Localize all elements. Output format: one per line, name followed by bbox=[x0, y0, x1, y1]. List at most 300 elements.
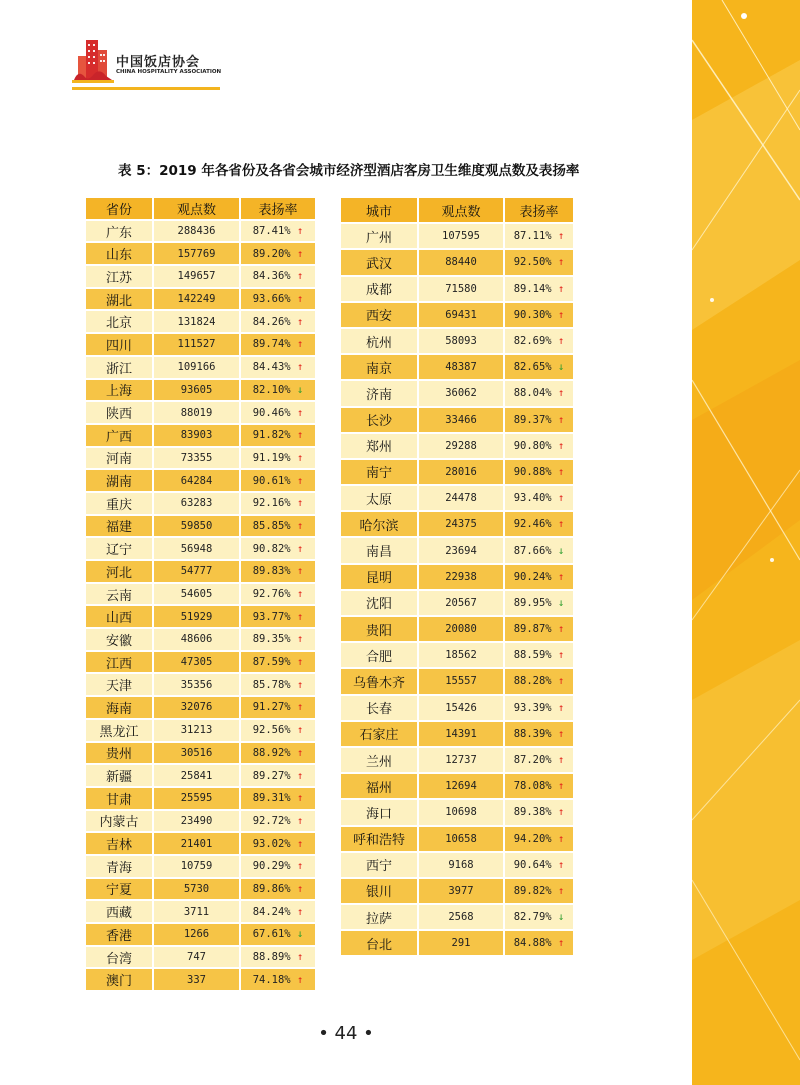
region-name: 重庆 bbox=[86, 493, 152, 514]
trend-up-icon: ↑ bbox=[296, 724, 304, 737]
praise-rate-cell bbox=[505, 486, 573, 510]
praise-rate-cell bbox=[241, 266, 315, 287]
region-name: 青海 bbox=[86, 856, 152, 877]
table-row bbox=[86, 901, 315, 922]
praise-rate: 67.61% bbox=[252, 928, 291, 941]
praise-rate-cell bbox=[505, 617, 573, 641]
region-name: 广州 bbox=[341, 224, 417, 248]
trend-up-icon: ↑ bbox=[296, 678, 304, 691]
region-name: 河北 bbox=[86, 561, 152, 582]
praise-rate-cell bbox=[241, 470, 315, 491]
region-name: 浙江 bbox=[86, 357, 152, 378]
table-row bbox=[86, 516, 315, 537]
praise-rate-cell bbox=[241, 629, 315, 650]
praise-rate: 87.41% bbox=[252, 225, 291, 238]
opinion-count: 22938 bbox=[419, 565, 503, 589]
praise-rate-cell bbox=[505, 774, 573, 798]
praise-rate: 91.82% bbox=[252, 429, 291, 442]
trend-up-icon: ↑ bbox=[557, 623, 565, 636]
praise-rate: 92.46% bbox=[513, 518, 552, 531]
region-name: 四川 bbox=[86, 334, 152, 355]
praise-rate-cell bbox=[241, 969, 315, 990]
opinion-count: 107595 bbox=[419, 224, 503, 248]
table-row bbox=[341, 591, 573, 615]
table-row bbox=[341, 722, 573, 746]
opinion-count: 12694 bbox=[419, 774, 503, 798]
table-row bbox=[86, 720, 315, 741]
region-name: 银川 bbox=[341, 879, 417, 903]
region-name: 山西 bbox=[86, 606, 152, 627]
region-name: 甘肃 bbox=[86, 788, 152, 809]
praise-rate-cell bbox=[505, 329, 573, 353]
table-row bbox=[86, 947, 315, 968]
table-row bbox=[341, 565, 573, 589]
praise-rate: 89.82% bbox=[513, 884, 552, 897]
praise-rate: 89.38% bbox=[513, 806, 552, 819]
trend-up-icon: ↑ bbox=[296, 497, 304, 510]
trend-up-icon: ↑ bbox=[557, 806, 565, 819]
praise-rate: 93.77% bbox=[252, 610, 291, 623]
region-name: 天津 bbox=[86, 674, 152, 695]
praise-rate: 82.65% bbox=[513, 361, 552, 374]
praise-rate: 91.19% bbox=[252, 451, 291, 464]
opinion-count: 24478 bbox=[419, 486, 503, 510]
table-row bbox=[86, 425, 315, 446]
praise-rate-cell bbox=[505, 591, 573, 615]
praise-rate-cell bbox=[505, 879, 573, 903]
region-name: 香港 bbox=[86, 924, 152, 945]
opinion-count: 149657 bbox=[154, 266, 239, 287]
trend-up-icon: ↑ bbox=[296, 361, 304, 374]
praise-rate: 89.35% bbox=[252, 633, 291, 646]
decorative-side-band bbox=[692, 0, 800, 1085]
praise-rate: 93.40% bbox=[513, 492, 552, 505]
page-number: • 44 • bbox=[318, 1023, 374, 1044]
region-name: 广西 bbox=[86, 425, 152, 446]
header-divider bbox=[72, 87, 220, 90]
opinion-count: 23490 bbox=[154, 811, 239, 832]
header-city: 城市 bbox=[341, 198, 417, 222]
praise-rate-cell bbox=[505, 722, 573, 746]
header-province: 省份 bbox=[86, 198, 152, 219]
praise-rate: 82.10% bbox=[252, 383, 291, 396]
org-name-en: CHINA HOSPITALITY ASSOCIATION bbox=[116, 69, 222, 75]
table-row bbox=[86, 629, 315, 650]
region-name: 海口 bbox=[341, 800, 417, 824]
praise-rate-cell bbox=[241, 833, 315, 854]
table-row bbox=[341, 329, 573, 353]
praise-rate-cell bbox=[241, 674, 315, 695]
praise-rate: 89.27% bbox=[252, 769, 291, 782]
opinion-count: 25595 bbox=[154, 788, 239, 809]
opinion-count: 71580 bbox=[419, 277, 503, 301]
opinion-count: 23694 bbox=[419, 538, 503, 562]
praise-rate-cell bbox=[505, 748, 573, 772]
table-row bbox=[86, 470, 315, 491]
opinion-count: 24375 bbox=[419, 512, 503, 536]
praise-rate: 88.89% bbox=[252, 951, 291, 964]
opinion-count: 47305 bbox=[154, 652, 239, 673]
praise-rate-cell bbox=[505, 565, 573, 589]
region-name: 沈阳 bbox=[341, 591, 417, 615]
praise-rate-cell bbox=[505, 355, 573, 379]
praise-rate: 90.46% bbox=[252, 406, 291, 419]
praise-rate-cell bbox=[241, 901, 315, 922]
praise-rate: 85.78% bbox=[252, 678, 291, 691]
praise-rate: 85.85% bbox=[252, 519, 291, 532]
opinion-count: 73355 bbox=[154, 448, 239, 469]
trend-down-icon: ↓ bbox=[296, 928, 304, 941]
praise-rate: 84.88% bbox=[513, 937, 552, 950]
praise-rate-cell bbox=[241, 516, 315, 537]
region-name: 长沙 bbox=[341, 408, 417, 432]
region-name: 陕西 bbox=[86, 402, 152, 423]
opinion-count: 59850 bbox=[154, 516, 239, 537]
opinion-count: 64284 bbox=[154, 470, 239, 491]
praise-rate: 90.80% bbox=[513, 439, 552, 452]
trend-up-icon: ↑ bbox=[296, 565, 304, 578]
opinion-count: 88440 bbox=[419, 250, 503, 274]
table-row bbox=[86, 743, 315, 764]
region-name: 黑龙江 bbox=[86, 720, 152, 741]
praise-rate-cell bbox=[505, 460, 573, 484]
decorative-lines bbox=[692, 0, 800, 1085]
praise-rate-cell bbox=[505, 905, 573, 929]
opinion-count: 88019 bbox=[154, 402, 239, 423]
table-row bbox=[86, 266, 315, 287]
region-name: 新疆 bbox=[86, 765, 152, 786]
praise-rate: 92.50% bbox=[513, 256, 552, 269]
trend-up-icon: ↑ bbox=[296, 293, 304, 306]
praise-rate-cell bbox=[241, 561, 315, 582]
praise-rate: 90.30% bbox=[513, 308, 552, 321]
praise-rate-cell bbox=[241, 221, 315, 242]
trend-up-icon: ↑ bbox=[557, 780, 565, 793]
opinion-count: 31213 bbox=[154, 720, 239, 741]
praise-rate: 90.64% bbox=[513, 858, 552, 871]
table-row bbox=[86, 584, 315, 605]
region-name: 宁夏 bbox=[86, 879, 152, 900]
opinion-count: 5730 bbox=[154, 879, 239, 900]
praise-rate-cell bbox=[241, 811, 315, 832]
praise-rate-cell bbox=[241, 947, 315, 968]
praise-rate: 89.95% bbox=[513, 596, 552, 609]
trend-up-icon: ↑ bbox=[296, 951, 304, 964]
praise-rate: 84.36% bbox=[252, 270, 291, 283]
opinion-count: 28016 bbox=[419, 460, 503, 484]
table-row bbox=[86, 833, 315, 854]
praise-rate: 88.28% bbox=[513, 675, 552, 688]
region-name: 西藏 bbox=[86, 901, 152, 922]
region-name: 澳门 bbox=[86, 969, 152, 990]
praise-rate: 93.02% bbox=[252, 837, 291, 850]
region-name: 济南 bbox=[341, 381, 417, 405]
trend-up-icon: ↑ bbox=[296, 792, 304, 805]
trend-up-icon: ↑ bbox=[296, 225, 304, 238]
trend-up-icon: ↑ bbox=[557, 335, 565, 348]
praise-rate: 84.43% bbox=[252, 361, 291, 374]
opinion-count: 291 bbox=[419, 931, 503, 955]
region-name: 石家庄 bbox=[341, 722, 417, 746]
trend-up-icon: ↑ bbox=[296, 814, 304, 827]
trend-up-icon: ↑ bbox=[296, 905, 304, 918]
trend-up-icon: ↑ bbox=[296, 633, 304, 646]
praise-rate: 89.83% bbox=[252, 565, 291, 578]
table-row bbox=[86, 924, 315, 945]
trend-up-icon: ↑ bbox=[296, 860, 304, 873]
table-row bbox=[341, 224, 573, 248]
trend-up-icon: ↑ bbox=[557, 308, 565, 321]
trend-up-icon: ↑ bbox=[557, 754, 565, 767]
praise-rate-cell bbox=[241, 289, 315, 310]
region-name: 武汉 bbox=[341, 250, 417, 274]
trend-up-icon: ↑ bbox=[557, 649, 565, 662]
trend-up-icon: ↑ bbox=[296, 338, 304, 351]
opinion-count: 288436 bbox=[154, 221, 239, 242]
opinion-count: 32076 bbox=[154, 697, 239, 718]
praise-rate: 84.26% bbox=[252, 315, 291, 328]
praise-rate-cell bbox=[241, 879, 315, 900]
trend-up-icon: ↑ bbox=[557, 884, 565, 897]
trend-down-icon: ↓ bbox=[557, 361, 565, 374]
praise-rate-cell bbox=[505, 827, 573, 851]
header-rate: 表扬率 bbox=[241, 198, 315, 219]
table-row bbox=[341, 408, 573, 432]
table-row bbox=[341, 538, 573, 562]
praise-rate-cell bbox=[241, 788, 315, 809]
table-row bbox=[341, 486, 573, 510]
table-row bbox=[341, 931, 573, 955]
opinion-count: 63283 bbox=[154, 493, 239, 514]
region-name: 郑州 bbox=[341, 434, 417, 458]
trend-up-icon: ↑ bbox=[557, 518, 565, 531]
table-row bbox=[341, 879, 573, 903]
praise-rate: 88.04% bbox=[513, 387, 552, 400]
praise-rate-cell bbox=[505, 303, 573, 327]
praise-rate-cell bbox=[505, 434, 573, 458]
opinion-count: 30516 bbox=[154, 743, 239, 764]
opinion-count: 3711 bbox=[154, 901, 239, 922]
trend-up-icon: ↑ bbox=[557, 937, 565, 950]
praise-rate: 87.66% bbox=[513, 544, 552, 557]
trend-up-icon: ↑ bbox=[296, 610, 304, 623]
opinion-count: 51929 bbox=[154, 606, 239, 627]
praise-rate-cell bbox=[241, 357, 315, 378]
opinion-count: 21401 bbox=[154, 833, 239, 854]
praise-rate: 89.31% bbox=[252, 792, 291, 805]
header-rate: 表扬率 bbox=[505, 198, 573, 222]
trend-up-icon: ↑ bbox=[296, 270, 304, 283]
opinion-count: 48606 bbox=[154, 629, 239, 650]
praise-rate-cell bbox=[241, 697, 315, 718]
region-name: 河南 bbox=[86, 448, 152, 469]
region-name: 辽宁 bbox=[86, 538, 152, 559]
trend-up-icon: ↑ bbox=[557, 701, 565, 714]
table-row bbox=[86, 788, 315, 809]
praise-rate-cell bbox=[241, 334, 315, 355]
table-row bbox=[341, 617, 573, 641]
praise-rate: 82.69% bbox=[513, 335, 552, 348]
region-name: 杭州 bbox=[341, 329, 417, 353]
table-row bbox=[86, 606, 315, 627]
region-name: 海南 bbox=[86, 697, 152, 718]
trend-up-icon: ↑ bbox=[557, 439, 565, 452]
trend-up-icon: ↑ bbox=[296, 973, 304, 986]
table-row bbox=[86, 652, 315, 673]
opinion-count: 54777 bbox=[154, 561, 239, 582]
trend-up-icon: ↑ bbox=[296, 451, 304, 464]
region-name: 北京 bbox=[86, 311, 152, 332]
table-row bbox=[86, 448, 315, 469]
region-name: 台北 bbox=[341, 931, 417, 955]
region-name: 南京 bbox=[341, 355, 417, 379]
praise-rate: 87.59% bbox=[252, 656, 291, 669]
opinion-count: 48387 bbox=[419, 355, 503, 379]
praise-rate-cell bbox=[505, 224, 573, 248]
opinion-count: 83903 bbox=[154, 425, 239, 446]
praise-rate-cell bbox=[241, 652, 315, 673]
table-row bbox=[86, 538, 315, 559]
opinion-count: 111527 bbox=[154, 334, 239, 355]
trend-up-icon: ↑ bbox=[557, 230, 565, 243]
region-name: 昆明 bbox=[341, 565, 417, 589]
region-name: 哈尔滨 bbox=[341, 512, 417, 536]
praise-rate: 82.79% bbox=[513, 911, 552, 924]
table-caption: 表 5：2019 年各省份及各省会城市经济型酒店客房卫生维度观点数及表扬率 bbox=[118, 163, 580, 179]
table-row bbox=[86, 334, 315, 355]
trend-up-icon: ↑ bbox=[296, 746, 304, 759]
opinion-count: 9168 bbox=[419, 853, 503, 877]
region-name: 云南 bbox=[86, 584, 152, 605]
trend-down-icon: ↓ bbox=[557, 911, 565, 924]
praise-rate: 84.24% bbox=[252, 905, 291, 918]
praise-rate: 74.18% bbox=[252, 973, 291, 986]
trend-up-icon: ↑ bbox=[557, 387, 565, 400]
opinion-count: 35356 bbox=[154, 674, 239, 695]
opinion-count: 2568 bbox=[419, 905, 503, 929]
opinion-count: 747 bbox=[154, 947, 239, 968]
praise-rate-cell bbox=[241, 448, 315, 469]
opinion-count: 20567 bbox=[419, 591, 503, 615]
table-row bbox=[341, 669, 573, 693]
header-count: 观点数 bbox=[154, 198, 239, 219]
table-row bbox=[86, 765, 315, 786]
trend-up-icon: ↑ bbox=[557, 282, 565, 295]
trend-up-icon: ↑ bbox=[557, 832, 565, 845]
praise-rate: 78.08% bbox=[513, 780, 552, 793]
opinion-count: 33466 bbox=[419, 408, 503, 432]
opinion-count: 109166 bbox=[154, 357, 239, 378]
region-name: 呼和浩特 bbox=[341, 827, 417, 851]
trend-up-icon: ↑ bbox=[296, 542, 304, 555]
praise-rate-cell bbox=[505, 250, 573, 274]
table-header-row bbox=[341, 198, 573, 222]
opinion-count: 14391 bbox=[419, 722, 503, 746]
table-row bbox=[86, 697, 315, 718]
praise-rate-cell bbox=[505, 853, 573, 877]
praise-rate: 91.27% bbox=[252, 701, 291, 714]
opinion-count: 10698 bbox=[419, 800, 503, 824]
praise-rate-cell bbox=[241, 311, 315, 332]
opinion-count: 131824 bbox=[154, 311, 239, 332]
trend-up-icon: ↑ bbox=[557, 675, 565, 688]
opinion-count: 3977 bbox=[419, 879, 503, 903]
trend-up-icon: ↑ bbox=[296, 701, 304, 714]
praise-rate: 92.56% bbox=[252, 724, 291, 737]
trend-up-icon: ↑ bbox=[557, 465, 565, 478]
table-row bbox=[86, 969, 315, 990]
praise-rate: 89.37% bbox=[513, 413, 552, 426]
table-row bbox=[86, 674, 315, 695]
praise-rate-cell bbox=[241, 606, 315, 627]
praise-rate-cell bbox=[505, 512, 573, 536]
region-name: 安徽 bbox=[86, 629, 152, 650]
table-row bbox=[341, 774, 573, 798]
praise-rate: 93.66% bbox=[252, 293, 291, 306]
region-name: 福建 bbox=[86, 516, 152, 537]
opinion-count: 157769 bbox=[154, 243, 239, 264]
table-row bbox=[341, 460, 573, 484]
praise-rate-cell bbox=[241, 538, 315, 559]
table-row bbox=[341, 277, 573, 301]
praise-rate: 89.20% bbox=[252, 247, 291, 260]
org-name-cn: 中国饭店协会 bbox=[116, 55, 201, 70]
opinion-count: 56948 bbox=[154, 538, 239, 559]
region-name: 山东 bbox=[86, 243, 152, 264]
region-name: 西安 bbox=[341, 303, 417, 327]
org-logo bbox=[72, 36, 232, 92]
table-row bbox=[86, 561, 315, 582]
praise-rate-cell bbox=[241, 380, 315, 401]
praise-rate-cell bbox=[241, 493, 315, 514]
opinion-count: 15557 bbox=[419, 669, 503, 693]
table-row bbox=[341, 853, 573, 877]
hotel-building-icon bbox=[72, 36, 114, 86]
table-row bbox=[86, 221, 315, 242]
trend-up-icon: ↑ bbox=[296, 406, 304, 419]
opinion-count: 36062 bbox=[419, 381, 503, 405]
trend-up-icon: ↑ bbox=[296, 769, 304, 782]
opinion-count: 10658 bbox=[419, 827, 503, 851]
region-name: 贵州 bbox=[86, 743, 152, 764]
trend-up-icon: ↑ bbox=[296, 588, 304, 601]
praise-rate-cell bbox=[241, 856, 315, 877]
region-name: 湖北 bbox=[86, 289, 152, 310]
praise-rate-cell bbox=[241, 720, 315, 741]
table-row bbox=[86, 402, 315, 423]
table-row bbox=[86, 289, 315, 310]
region-name: 南昌 bbox=[341, 538, 417, 562]
table-row bbox=[86, 856, 315, 877]
praise-rate: 87.20% bbox=[513, 754, 552, 767]
table-row bbox=[341, 381, 573, 405]
praise-rate: 90.61% bbox=[252, 474, 291, 487]
table-row bbox=[86, 243, 315, 264]
table-row bbox=[341, 434, 573, 458]
table-row bbox=[341, 355, 573, 379]
praise-rate-cell bbox=[505, 643, 573, 667]
trend-up-icon: ↑ bbox=[296, 315, 304, 328]
region-name: 上海 bbox=[86, 380, 152, 401]
table-row bbox=[341, 303, 573, 327]
table-row bbox=[341, 827, 573, 851]
region-name: 广东 bbox=[86, 221, 152, 242]
region-name: 湖南 bbox=[86, 470, 152, 491]
region-name: 合肥 bbox=[341, 643, 417, 667]
praise-rate-cell bbox=[241, 765, 315, 786]
opinion-count: 69431 bbox=[419, 303, 503, 327]
trend-up-icon: ↑ bbox=[296, 474, 304, 487]
